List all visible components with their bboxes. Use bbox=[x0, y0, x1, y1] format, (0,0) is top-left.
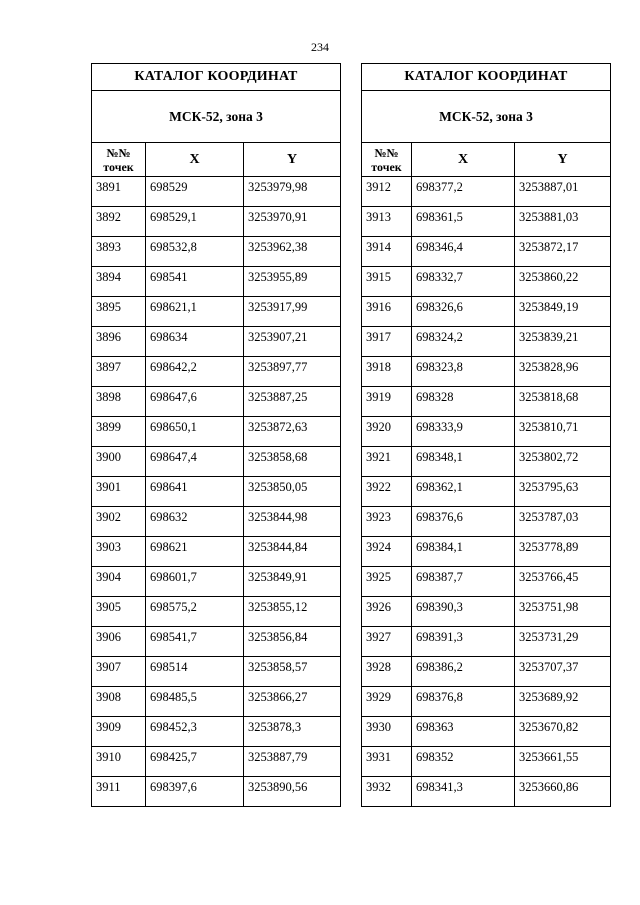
point-number-cell: 3925 bbox=[362, 567, 412, 597]
point-number-cell: 3927 bbox=[362, 627, 412, 657]
point-number-cell: 3894 bbox=[92, 267, 146, 297]
x-coordinate-cell: 698397,6 bbox=[146, 777, 244, 807]
table-row bbox=[92, 267, 341, 297]
x-coordinate-cell: 698601,7 bbox=[146, 567, 244, 597]
point-number-cell: 3898 bbox=[92, 387, 146, 417]
x-coordinate-cell: 698452,3 bbox=[146, 717, 244, 747]
catalog-subtitle: МСК-52, зона 3 bbox=[362, 91, 611, 143]
x-coordinate-cell: 698529,1 bbox=[146, 207, 244, 237]
y-coordinate-cell: 3253979,98 bbox=[244, 177, 341, 207]
table-row bbox=[92, 537, 341, 567]
catalog-title: КАТАЛОГ КООРДИНАТ bbox=[362, 64, 611, 91]
x-coordinate-cell: 698541,7 bbox=[146, 627, 244, 657]
table-row bbox=[362, 687, 611, 717]
point-number-cell: 3919 bbox=[362, 387, 412, 417]
x-coordinate-cell: 698647,6 bbox=[146, 387, 244, 417]
table-row bbox=[362, 717, 611, 747]
table-row bbox=[362, 447, 611, 477]
x-coordinate-cell: 698485,5 bbox=[146, 687, 244, 717]
y-coordinate-cell: 3253860,22 bbox=[515, 267, 611, 297]
point-number-cell: 3893 bbox=[92, 237, 146, 267]
table-row bbox=[362, 267, 611, 297]
x-coordinate-cell: 698346,4 bbox=[412, 237, 515, 267]
y-coordinate-cell: 3253887,79 bbox=[244, 747, 341, 777]
x-coordinate-cell: 698641 bbox=[146, 477, 244, 507]
x-coordinate-cell: 698362,1 bbox=[412, 477, 515, 507]
y-coordinate-cell: 3253890,56 bbox=[244, 777, 341, 807]
y-coordinate-cell: 3253955,89 bbox=[244, 267, 341, 297]
point-number-cell: 3901 bbox=[92, 477, 146, 507]
table-row bbox=[92, 237, 341, 267]
x-column-header: X bbox=[412, 143, 515, 177]
table-row bbox=[362, 327, 611, 357]
catalog-title: КАТАЛОГ КООРДИНАТ bbox=[92, 64, 341, 91]
y-coordinate-cell: 3253849,19 bbox=[515, 297, 611, 327]
x-coordinate-cell: 698529 bbox=[146, 177, 244, 207]
table-row bbox=[92, 327, 341, 357]
point-number-header bbox=[92, 143, 146, 177]
point-number-header-line1: №№ bbox=[106, 145, 131, 160]
y-coordinate-cell: 3253661,55 bbox=[515, 747, 611, 777]
point-number-cell: 3921 bbox=[362, 447, 412, 477]
x-coordinate-cell: 698650,1 bbox=[146, 417, 244, 447]
x-coordinate-cell: 698532,8 bbox=[146, 237, 244, 267]
x-coordinate-cell: 698324,2 bbox=[412, 327, 515, 357]
table-row bbox=[362, 627, 611, 657]
x-coordinate-cell: 698541 bbox=[146, 267, 244, 297]
point-number-cell: 3924 bbox=[362, 537, 412, 567]
x-coordinate-cell: 698634 bbox=[146, 327, 244, 357]
y-coordinate-cell: 3253795,63 bbox=[515, 477, 611, 507]
table-row bbox=[362, 357, 611, 387]
catalog-subtitle: МСК-52, зона 3 bbox=[92, 91, 341, 143]
point-number-header-line2: точек bbox=[371, 159, 402, 174]
x-coordinate-cell: 698647,4 bbox=[146, 447, 244, 477]
y-coordinate-cell: 3253887,01 bbox=[515, 177, 611, 207]
x-coordinate-cell: 698386,2 bbox=[412, 657, 515, 687]
page-number: 234 bbox=[311, 40, 329, 54]
y-coordinate-cell: 3253855,12 bbox=[244, 597, 341, 627]
y-coordinate-cell: 3253787,03 bbox=[515, 507, 611, 537]
table-row bbox=[92, 507, 341, 537]
table-row bbox=[362, 177, 611, 207]
x-coordinate-cell: 698390,3 bbox=[412, 597, 515, 627]
point-number-header-line1: №№ bbox=[374, 145, 399, 160]
point-number-header bbox=[362, 143, 412, 177]
table-row bbox=[362, 297, 611, 327]
y-coordinate-cell: 3253707,37 bbox=[515, 657, 611, 687]
point-number-cell: 3920 bbox=[362, 417, 412, 447]
point-number-cell: 3905 bbox=[92, 597, 146, 627]
y-coordinate-cell: 3253917,99 bbox=[244, 297, 341, 327]
table-row bbox=[92, 627, 341, 657]
table-row bbox=[92, 207, 341, 237]
y-coordinate-cell: 3253670,82 bbox=[515, 717, 611, 747]
x-coordinate-cell: 698328 bbox=[412, 387, 515, 417]
table-row bbox=[92, 597, 341, 627]
table-row bbox=[362, 477, 611, 507]
x-coordinate-cell: 698621,1 bbox=[146, 297, 244, 327]
point-number-cell: 3899 bbox=[92, 417, 146, 447]
point-number-cell: 3897 bbox=[92, 357, 146, 387]
x-coordinate-cell: 698642,2 bbox=[146, 357, 244, 387]
table-row bbox=[92, 447, 341, 477]
x-coordinate-cell: 698632 bbox=[146, 507, 244, 537]
y-coordinate-cell: 3253897,77 bbox=[244, 357, 341, 387]
point-number-cell: 3929 bbox=[362, 687, 412, 717]
y-coordinate-cell: 3253856,84 bbox=[244, 627, 341, 657]
y-coordinate-cell: 3253970,91 bbox=[244, 207, 341, 237]
table-row bbox=[362, 207, 611, 237]
x-coordinate-cell: 698514 bbox=[146, 657, 244, 687]
x-coordinate-cell: 698332,7 bbox=[412, 267, 515, 297]
y-column-header: Y bbox=[244, 143, 341, 177]
y-coordinate-cell: 3253766,45 bbox=[515, 567, 611, 597]
table-row bbox=[92, 297, 341, 327]
table-row bbox=[92, 567, 341, 597]
point-number-cell: 3913 bbox=[362, 207, 412, 237]
point-number-cell: 3908 bbox=[92, 687, 146, 717]
y-coordinate-cell: 3253839,21 bbox=[515, 327, 611, 357]
x-coordinate-cell: 698348,1 bbox=[412, 447, 515, 477]
point-number-cell: 3912 bbox=[362, 177, 412, 207]
point-number-cell: 3904 bbox=[92, 567, 146, 597]
y-coordinate-cell: 3253872,17 bbox=[515, 237, 611, 267]
y-coordinate-cell: 3253844,84 bbox=[244, 537, 341, 567]
y-coordinate-cell: 3253872,63 bbox=[244, 417, 341, 447]
table-row bbox=[362, 507, 611, 537]
y-coordinate-cell: 3253858,57 bbox=[244, 657, 341, 687]
table-row bbox=[362, 417, 611, 447]
x-coordinate-cell: 698326,6 bbox=[412, 297, 515, 327]
point-number-cell: 3895 bbox=[92, 297, 146, 327]
point-number-cell: 3932 bbox=[362, 777, 412, 807]
y-coordinate-cell: 3253818,68 bbox=[515, 387, 611, 417]
table-row bbox=[362, 237, 611, 267]
x-coordinate-cell: 698575,2 bbox=[146, 597, 244, 627]
x-coordinate-cell: 698376,8 bbox=[412, 687, 515, 717]
x-coordinate-cell: 698333,9 bbox=[412, 417, 515, 447]
point-number-cell: 3911 bbox=[92, 777, 146, 807]
x-column-header: X bbox=[146, 143, 244, 177]
point-number-cell: 3917 bbox=[362, 327, 412, 357]
table-row bbox=[362, 777, 611, 807]
table-row bbox=[362, 747, 611, 777]
x-coordinate-cell: 698387,7 bbox=[412, 567, 515, 597]
y-coordinate-cell: 3253751,98 bbox=[515, 597, 611, 627]
x-coordinate-cell: 698384,1 bbox=[412, 537, 515, 567]
point-number-cell: 3909 bbox=[92, 717, 146, 747]
point-number-cell: 3892 bbox=[92, 207, 146, 237]
y-coordinate-cell: 3253660,86 bbox=[515, 777, 611, 807]
table-row bbox=[92, 417, 341, 447]
x-coordinate-cell: 698341,3 bbox=[412, 777, 515, 807]
point-number-cell: 3907 bbox=[92, 657, 146, 687]
y-coordinate-cell: 3253866,27 bbox=[244, 687, 341, 717]
y-coordinate-cell: 3253689,92 bbox=[515, 687, 611, 717]
x-coordinate-cell: 698376,6 bbox=[412, 507, 515, 537]
coordinate-catalog-table-left bbox=[91, 63, 341, 807]
point-number-header-line2: точек bbox=[103, 159, 134, 174]
point-number-cell: 3891 bbox=[92, 177, 146, 207]
point-number-cell: 3906 bbox=[92, 627, 146, 657]
table-row bbox=[92, 687, 341, 717]
point-number-cell: 3903 bbox=[92, 537, 146, 567]
table-row bbox=[362, 387, 611, 417]
y-coordinate-cell: 3253878,3 bbox=[244, 717, 341, 747]
table-row bbox=[92, 747, 341, 777]
point-number-cell: 3922 bbox=[362, 477, 412, 507]
table-row bbox=[92, 177, 341, 207]
x-coordinate-cell: 698391,3 bbox=[412, 627, 515, 657]
y-coordinate-cell: 3253887,25 bbox=[244, 387, 341, 417]
y-coordinate-cell: 3253778,89 bbox=[515, 537, 611, 567]
y-coordinate-cell: 3253881,03 bbox=[515, 207, 611, 237]
y-coordinate-cell: 3253828,96 bbox=[515, 357, 611, 387]
point-number-cell: 3930 bbox=[362, 717, 412, 747]
point-number-cell: 3914 bbox=[362, 237, 412, 267]
point-number-cell: 3910 bbox=[92, 747, 146, 777]
point-number-cell: 3915 bbox=[362, 267, 412, 297]
x-coordinate-cell: 698361,5 bbox=[412, 207, 515, 237]
point-number-cell: 3928 bbox=[362, 657, 412, 687]
table-row bbox=[92, 477, 341, 507]
y-coordinate-cell: 3253802,72 bbox=[515, 447, 611, 477]
point-number-cell: 3931 bbox=[362, 747, 412, 777]
point-number-cell: 3926 bbox=[362, 597, 412, 627]
point-number-cell: 3900 bbox=[92, 447, 146, 477]
table-row bbox=[92, 717, 341, 747]
y-coordinate-cell: 3253858,68 bbox=[244, 447, 341, 477]
table-row bbox=[362, 657, 611, 687]
y-coordinate-cell: 3253810,71 bbox=[515, 417, 611, 447]
point-number-cell: 3923 bbox=[362, 507, 412, 537]
y-coordinate-cell: 3253962,38 bbox=[244, 237, 341, 267]
point-number-cell: 3918 bbox=[362, 357, 412, 387]
table-row bbox=[362, 537, 611, 567]
y-coordinate-cell: 3253844,98 bbox=[244, 507, 341, 537]
x-coordinate-cell: 698621 bbox=[146, 537, 244, 567]
y-column-header: Y bbox=[515, 143, 611, 177]
y-coordinate-cell: 3253849,91 bbox=[244, 567, 341, 597]
x-coordinate-cell: 698352 bbox=[412, 747, 515, 777]
x-coordinate-cell: 698323,8 bbox=[412, 357, 515, 387]
table-row bbox=[362, 567, 611, 597]
y-coordinate-cell: 3253850,05 bbox=[244, 477, 341, 507]
x-coordinate-cell: 698363 bbox=[412, 717, 515, 747]
table-row bbox=[362, 597, 611, 627]
y-coordinate-cell: 3253731,29 bbox=[515, 627, 611, 657]
table-row bbox=[92, 357, 341, 387]
y-coordinate-cell: 3253907,21 bbox=[244, 327, 341, 357]
table-row bbox=[92, 387, 341, 417]
x-coordinate-cell: 698425,7 bbox=[146, 747, 244, 777]
point-number-cell: 3902 bbox=[92, 507, 146, 537]
point-number-cell: 3896 bbox=[92, 327, 146, 357]
point-number-cell: 3916 bbox=[362, 297, 412, 327]
coordinate-catalog-table-right bbox=[361, 63, 611, 807]
x-coordinate-cell: 698377,2 bbox=[412, 177, 515, 207]
table-row bbox=[92, 657, 341, 687]
table-row bbox=[92, 777, 341, 807]
